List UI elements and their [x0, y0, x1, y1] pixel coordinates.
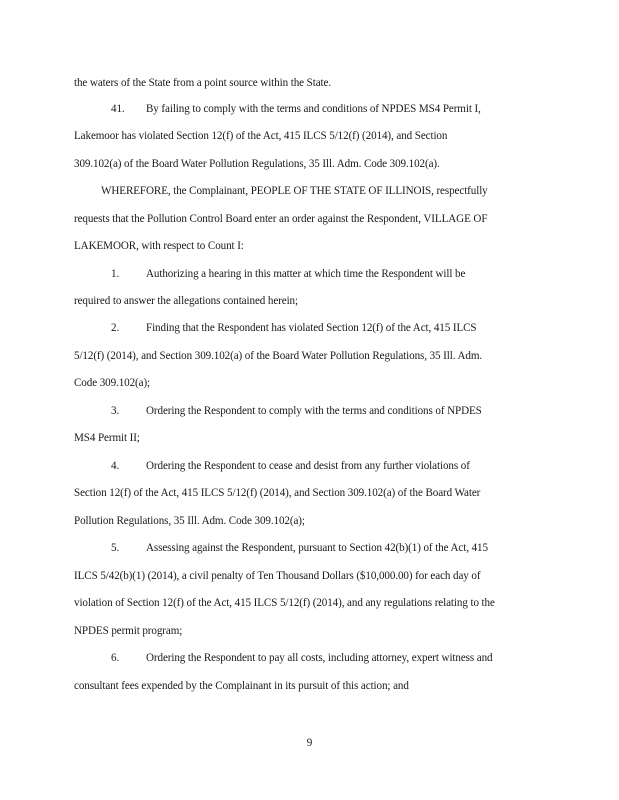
text-line: MS4 Permit II; — [74, 432, 140, 444]
text-line: NPDES permit program; — [74, 625, 183, 637]
text-line: the waters of the State from a point source within the State. — [74, 77, 331, 89]
text-line: consultant fees expended by the Complainant in its pursuit of this action; and — [74, 680, 409, 692]
text-line: Ordering the Respondent to comply with the terms and conditions of NPDES — [146, 405, 482, 417]
text-line: Finding that the Respondent has violated Section 12(f) of the Act, 415 ILCS — [146, 322, 477, 334]
text-line: Ordering the Respondent to cease and desist from any further violations of — [146, 460, 470, 472]
text-line: Code 309.102(a); — [74, 377, 151, 389]
text-line: Assessing against the Respondent, pursuant to Section 42(b)(1) of the Act, 415 — [146, 542, 488, 554]
text-line: Ordering the Respondent to pay all costs, including attorney, expert witness and — [146, 652, 493, 664]
text-line: ILCS 5/42(b)(1) (2014), a civil penalty of Ten Thousand Dollars ($10,000.00) for each day of — [74, 570, 481, 582]
item-number: 1. — [111, 268, 120, 280]
text-line: Pollution Regulations, 35 Ill. Adm. Code 309.102(a); — [74, 515, 305, 527]
page-number: 9 — [306, 737, 313, 749]
text-line: 5/12(f) (2014), and Section 309.102(a) of the Board Water Pollution Regulations, 35 Ill. Adm. — [74, 350, 483, 362]
text-line: Authorizing a hearing in this matter at which time the Respondent will be — [146, 268, 466, 280]
text-line: By failing to comply with the terms and conditions of NPDES MS4 Permit I, — [146, 103, 481, 115]
paragraph-number: 41. — [111, 103, 125, 115]
item-number: 4. — [111, 460, 120, 472]
text-line: required to answer the allegations contained herein; — [74, 295, 298, 307]
item-number: 5. — [111, 542, 120, 554]
item-number: 3. — [111, 405, 120, 417]
text-line: Section 12(f) of the Act, 415 ILCS 5/12(f) (2014), and Section 309.102(a) of the Board Water — [74, 487, 481, 499]
item-number: 6. — [111, 652, 120, 664]
text-line: Lakemoor has violated Section 12(f) of the Act, 415 ILCS 5/12(f) (2014), and Section — [74, 130, 448, 142]
text-line: violation of Section 12(f) of the Act, 415 ILCS 5/12(f) (2014), and any regulations relating to the — [74, 597, 495, 609]
text-line: WHEREFORE, the Complainant, PEOPLE OF THE STATE OF ILLINOIS, respectfully — [101, 185, 488, 197]
text-line: requests that the Pollution Control Board enter an order against the Respondent, VILLAGE OF — [74, 213, 488, 225]
text-line: LAKEMOOR, with respect to Count I: — [74, 240, 244, 252]
item-number: 2. — [111, 322, 120, 334]
text-line: 309.102(a) of the Board Water Pollution Regulations, 35 Ill. Adm. Code 309.102(a). — [74, 158, 440, 170]
